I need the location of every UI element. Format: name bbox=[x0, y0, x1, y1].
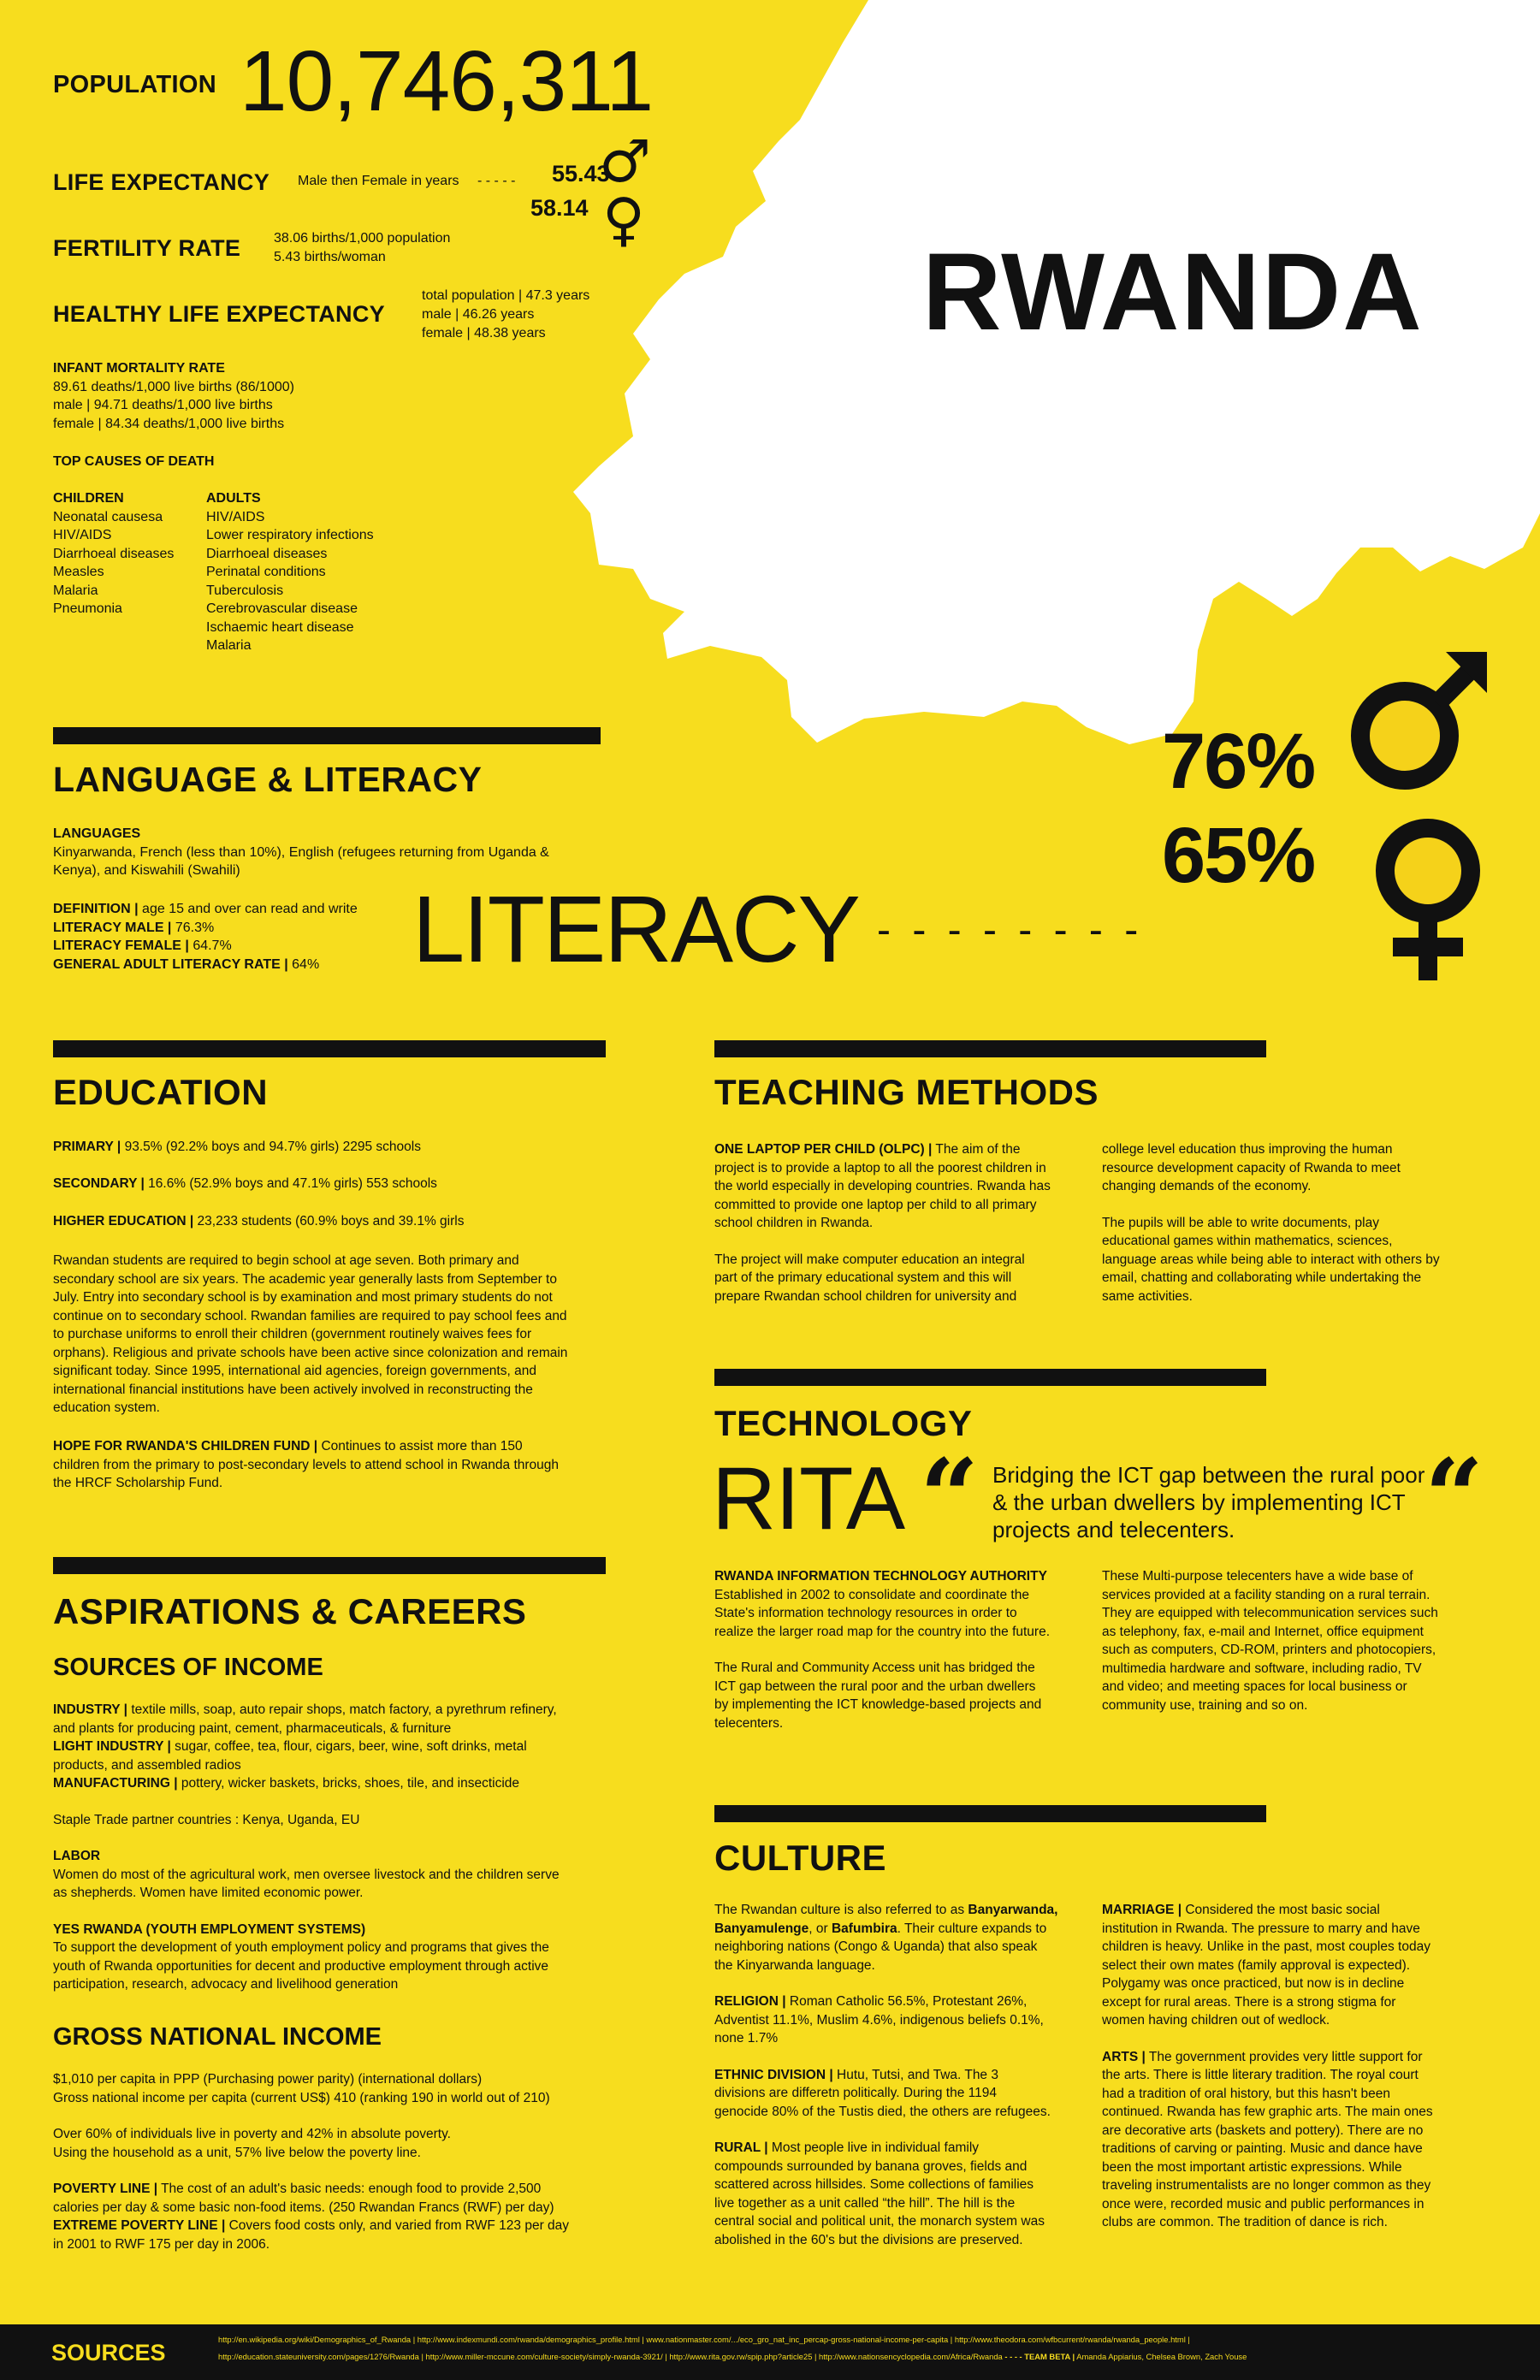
adult-cause: Diarrhoeal diseases bbox=[206, 546, 328, 561]
primary-label: PRIMARY | bbox=[53, 1140, 121, 1154]
healthy-line-3: female | 48.38 years bbox=[422, 326, 546, 340]
manufacturing-text: pottery, wicker baskets, bricks, shoes, tile, and insecticide bbox=[181, 1776, 520, 1791]
ethnic-line-1: Hutu, Tutsi, and Twa. The 3 bbox=[837, 2067, 998, 2082]
poverty-stat-2: Using the household as a unit, 57% live below the poverty line. bbox=[53, 2145, 421, 2160]
culture-intro-2d: . Their culture expands to bbox=[897, 1921, 1047, 1936]
sources-bar bbox=[0, 2324, 1540, 2380]
general-literacy-label: GENERAL ADULT LITERACY RATE | bbox=[53, 956, 288, 972]
secondary-text: 16.6% (52.9% boys and 47.1% girls) 553 schools bbox=[148, 1176, 437, 1191]
yes-line-3: participation, research, advocacy and livelihood generation bbox=[53, 1977, 399, 1992]
infant-line-3: female | 84.34 deaths/1,000 live births bbox=[53, 416, 285, 431]
poverty-stat-1: Over 60% of individuals live in poverty and 42% in absolute poverty. bbox=[53, 2127, 451, 2141]
tech-line: as telephony, fax, e-mail and Internet, office equipment bbox=[1102, 1624, 1424, 1639]
religion-line-1: Roman Catholic 56.5%, Protestant 26%, bbox=[789, 1994, 1028, 2009]
higher-text: 23,233 students (60.9% boys and 39.1% girls bbox=[197, 1214, 465, 1228]
olpc-label: ONE LAPTOP PER CHILD (OLPC) | bbox=[714, 1142, 933, 1157]
infant-title: INFANT MORTALITY RATE bbox=[53, 361, 225, 376]
yes-line-2: youth of Rwanda opportunities for decent and productive employment through active bbox=[53, 1958, 549, 1974]
para-line: international financial institutions have been actively involved in reconstructing the bbox=[53, 1382, 533, 1397]
marriage-line: women having children out of wedlock. bbox=[1102, 2013, 1330, 2028]
literacy-male-percent: 76% bbox=[1162, 718, 1315, 805]
adult-cause: HIV/AIDS bbox=[206, 509, 265, 524]
extreme-line-2: in 2001 to RWF 175 per day in 2006. bbox=[53, 2236, 270, 2252]
tech-line: services provided at a facility standing on a rural terrain. bbox=[1102, 1587, 1430, 1602]
literacy-male-label: LITERACY MALE | bbox=[53, 920, 172, 935]
map-outline-icon bbox=[573, 0, 1540, 744]
education-higher bbox=[53, 1212, 464, 1231]
labor-title: LABOR bbox=[53, 1849, 101, 1863]
adult-cause: Ischaemic heart disease bbox=[206, 619, 354, 635]
male-literacy-icon bbox=[1345, 648, 1490, 794]
quote-line: projects and telecenters. bbox=[992, 1517, 1235, 1542]
teaching-line: changing demands of the economy. bbox=[1102, 1179, 1312, 1193]
arts-line: once were, recorded music and public performances in bbox=[1102, 2196, 1424, 2211]
tech-line: by implementing the ICT knowledge-based projects and bbox=[714, 1697, 1042, 1712]
manufacturing-label: MANUFACTURING | bbox=[53, 1776, 178, 1791]
hope-fund bbox=[53, 1437, 559, 1493]
life-expectancy-label: LIFE EXPECTANCY bbox=[53, 169, 270, 195]
ethnic-line-3: genocide 80% of the Tustis died, the others are refugees. bbox=[714, 2104, 1051, 2119]
religion-label: RELIGION | bbox=[714, 1994, 786, 2009]
adult-cause: Perinatal conditions bbox=[206, 565, 326, 579]
aspirations-title: ASPIRATIONS & CAREERS bbox=[53, 1591, 527, 1631]
sources-label: SOURCES bbox=[51, 2340, 166, 2365]
quote-open-icon: “ bbox=[920, 1436, 980, 1557]
light-line-1: sugar, coffee, tea, flour, cigars, beer, wine, soft drinks, metal bbox=[175, 1739, 527, 1754]
quote-line: Bridging the ICT gap between the rural poor bbox=[992, 1462, 1425, 1488]
para-line: continue on to secondary school. Rwandan families are required to pay school fees and bbox=[53, 1308, 567, 1323]
aspirations-divider bbox=[53, 1557, 606, 1574]
languages-line-1: Kinyarwanda, French (less than 10%), English (refugees returning from Uganda & bbox=[53, 844, 549, 860]
light-label: LIGHT INDUSTRY | bbox=[53, 1739, 171, 1754]
definition-label: DEFINITION | bbox=[53, 902, 139, 916]
teaching-line: part of the primary educational system and this will bbox=[714, 1270, 1012, 1285]
authority-label: RWANDA INFORMATION TECHNOLOGY AUTHORITY bbox=[714, 1569, 1047, 1584]
children-cause: Neonatal causesa bbox=[53, 509, 163, 524]
children-cause: Malaria bbox=[53, 583, 98, 598]
culture-intro-2c: Bafumbira bbox=[831, 1921, 897, 1936]
arts-line: traveling instrumentalists are no longer common as they bbox=[1102, 2178, 1431, 2193]
teaching-line: resource development capacity of Rwanda to meet bbox=[1102, 1160, 1401, 1175]
infant-line-1: 89.61 deaths/1,000 live births (86/1000) bbox=[53, 379, 294, 394]
teaching-line: project is to provide a laptop to all the poorest children in bbox=[714, 1160, 1046, 1175]
rural-line: scattered across hillsides. Some collections of families bbox=[714, 2177, 1034, 2192]
technology-divider bbox=[714, 1369, 1266, 1386]
income-block bbox=[53, 1701, 626, 1994]
general-literacy-value: 64% bbox=[292, 956, 320, 972]
para-line: Rwandan students are required to begin school at age seven. Both primary and bbox=[53, 1253, 519, 1268]
literacy-male-value: 76.3% bbox=[175, 920, 215, 935]
arts-line: been the most important artistic expressions. While bbox=[1102, 2159, 1402, 2175]
para-line: July. Entry into secondary school is by examination and most primary students do not bbox=[53, 1290, 553, 1305]
education-primary bbox=[53, 1138, 421, 1157]
children-cause: Diarrhoeal diseases bbox=[53, 546, 175, 561]
tech-line: and video; and meeting spaces for local business or bbox=[1102, 1679, 1407, 1694]
staple-trade: Staple Trade partner countries : Kenya, Uganda, EU bbox=[53, 1812, 360, 1827]
rural-line: abolished in the 60's but the divisions are preserved. bbox=[714, 2232, 1023, 2247]
labor-line-2: as shepherds. Women have limited economic power. bbox=[53, 1886, 364, 1900]
adult-cause: Cerebrovascular disease bbox=[206, 601, 358, 616]
languages-line-2: Kenya), and Kiswahili (Swahili) bbox=[53, 863, 240, 878]
culture-intro-4: the Kinyarwanda language. bbox=[714, 1957, 875, 1973]
primary-text: 93.5% (92.2% boys and 94.7% girls) 2295 schools bbox=[124, 1140, 421, 1154]
rita-big-word: RITA bbox=[712, 1449, 905, 1548]
teaching-divider bbox=[714, 1040, 1266, 1057]
teaching-line: The pupils will be able to write documents, play bbox=[1102, 1215, 1379, 1230]
marriage-line: except for rural areas. There is a strong stigma for bbox=[1102, 1994, 1396, 2010]
rural-label: RURAL | bbox=[714, 2140, 768, 2155]
technology-quote bbox=[992, 1461, 1424, 1543]
gni-title: GROSS NATIONAL INCOME bbox=[53, 2023, 382, 2051]
children-causes bbox=[53, 489, 174, 619]
marriage-line: Considered the most basic social bbox=[1185, 1903, 1380, 1917]
industry-label: INDUSTRY | bbox=[53, 1702, 128, 1717]
literacy-stats bbox=[53, 900, 358, 974]
culture-divider bbox=[714, 1805, 1266, 1822]
rural-line: compounds surrounded by banana groves, fields and bbox=[714, 2158, 1028, 2174]
infant-line-2: male | 94.71 deaths/1,000 live births bbox=[53, 398, 273, 412]
tech-line: Established in 2002 to consolidate and coordinate the bbox=[714, 1587, 1029, 1602]
children-title: CHILDREN bbox=[53, 491, 124, 506]
adults-title: ADULTS bbox=[206, 491, 261, 506]
light-line-2: products, and assembled radios bbox=[53, 1757, 241, 1773]
arts-line: continued. Rwanda has few graphic arts. The main ones bbox=[1102, 2105, 1433, 2119]
language-divider bbox=[53, 727, 601, 744]
extreme-line-1: Covers food costs only, and varied from RWF 123 per day bbox=[228, 2218, 570, 2233]
teaching-line: The project will make computer education an integral bbox=[714, 1252, 1025, 1267]
industry-line-1: textile mills, soap, auto repair shops, match factory, a pyrethrum refinery, bbox=[131, 1702, 557, 1717]
teaching-line: The aim of the bbox=[935, 1142, 1021, 1157]
languages-block bbox=[53, 825, 549, 880]
culture-title: CULTURE bbox=[714, 1838, 887, 1878]
para-line: orphans). Religious and private schools have been active since colonization and remain bbox=[53, 1345, 568, 1360]
teaching-line: educational games within mathematics, sciences, bbox=[1102, 1234, 1393, 1248]
tech-line: ICT gap between the rural poor and the urban dwellers bbox=[714, 1678, 1036, 1694]
income-title: SOURCES OF INCOME bbox=[53, 1654, 323, 1681]
male-symbol-icon: ♂ bbox=[599, 128, 651, 196]
arts-line: had a tradition of oral history, but this hasn't been bbox=[1102, 2086, 1390, 2101]
industry-line-2: and plants for producing paint, cement, pharmaceuticals, & furniture bbox=[53, 1720, 452, 1736]
culture-intro-1b: Banyarwanda, bbox=[968, 1903, 1058, 1917]
team-label: - - - - TEAM BETA | bbox=[1004, 2352, 1075, 2361]
teaching-col-1 bbox=[714, 1140, 1082, 1305]
quote-line: & the urban dwellers by implementing ICT bbox=[992, 1489, 1406, 1515]
yes-title: YES RWANDA (YOUTH EMPLOYMENT SYSTEMS) bbox=[53, 1921, 366, 1937]
labor-line-1: Women do most of the agricultural work, men oversee livestock and the children serve bbox=[53, 1867, 560, 1882]
female-symbol-icon: ♀ bbox=[602, 186, 645, 254]
teaching-title: TEACHING METHODS bbox=[714, 1072, 1099, 1112]
arts-line: the arts. There is little literary tradition. The royal court bbox=[1102, 2068, 1419, 2082]
religion-line-2: Adventist 11.1%, Muslim 4.6%, indigenous beliefs 0.1%, bbox=[714, 2012, 1044, 2028]
culture-intro-2a: Banyamulenge bbox=[714, 1921, 809, 1936]
ethnic-line-2: divisions are differetn politically. During the 1194 bbox=[714, 2086, 997, 2100]
team-names: Amanda Appiarius, Chelsea Brown, Zach Youse bbox=[1076, 2352, 1247, 2361]
rural-line: Most people live in individual family bbox=[771, 2140, 980, 2155]
poverty-line-label: POVERTY LINE | bbox=[53, 2182, 158, 2196]
tech-line: realize the larger road map for the country into the future. bbox=[714, 1624, 1051, 1639]
tech-line: These Multi-purpose telecenters have a wide base of bbox=[1102, 1569, 1413, 1584]
marriage-line: Polygamy was once practiced, but now is in decline bbox=[1102, 1976, 1405, 1991]
poverty-line-1: The cost of an adult's basic needs: enough food to provide 2,500 bbox=[161, 2182, 542, 2196]
literacy-big-word: LITERACY bbox=[412, 877, 859, 982]
healthy-life-expectancy-label: HEALTHY LIFE EXPECTANCY bbox=[53, 301, 385, 327]
gni-line-2: Gross national income per capita (current US$) 410 (ranking 190 in world out of 210) bbox=[53, 2090, 550, 2105]
fertility-line-1: 38.06 births/1,000 population bbox=[274, 231, 451, 246]
definition-text: age 15 and over can read and write bbox=[142, 902, 358, 916]
life-expectancy-dashes: - - - - - bbox=[477, 174, 516, 188]
healthy-line-2: male | 46.26 years bbox=[422, 307, 535, 322]
gni-block bbox=[53, 2070, 626, 2253]
teaching-line: the world especially in developing countries. Rwanda has bbox=[714, 1179, 1051, 1193]
religion-line-3: none 1.7% bbox=[714, 2031, 779, 2045]
fertility-line-2: 5.43 births/woman bbox=[274, 250, 386, 264]
secondary-label: SECONDARY | bbox=[53, 1176, 145, 1191]
literacy-female-value: 64.7% bbox=[192, 938, 232, 953]
literacy-female-percent: 65% bbox=[1162, 812, 1315, 899]
para-line: significant today. Since 1995, international aid agencies, foreign governments, and bbox=[53, 1364, 536, 1378]
poverty-line-2: calories per day & some basic non-food items. (250 Rwandan Francs (RWF) per day) bbox=[53, 2199, 554, 2215]
technology-col-1 bbox=[714, 1567, 1091, 1732]
children-cause: Measles bbox=[53, 565, 104, 579]
arts-line: are decorative arts (baskets and pottery). There are no bbox=[1102, 2122, 1424, 2138]
sources-line-2 bbox=[218, 2352, 1247, 2361]
literacy-female-label: LITERACY FEMALE | bbox=[53, 938, 189, 953]
children-cause: HIV/AIDS bbox=[53, 528, 112, 542]
teaching-line: language areas while being able to interact with others by bbox=[1102, 1252, 1440, 1267]
marriage-line: institution in Rwanda. The pressure to marry and have bbox=[1102, 1921, 1420, 1936]
infant-mortality-block bbox=[53, 359, 294, 433]
hope-line-3: the HRCF Scholarship Fund. bbox=[53, 1476, 223, 1490]
teaching-line: college level education thus improving the human bbox=[1102, 1142, 1393, 1157]
adults-causes bbox=[206, 489, 374, 655]
hope-label: HOPE FOR RWANDA'S CHILDREN FUND | bbox=[53, 1439, 318, 1453]
rural-line: live together as a unit called “the hill”. The hill is the bbox=[714, 2195, 1016, 2211]
tech-line: multimedia hardware and software, including radio, TV bbox=[1102, 1661, 1422, 1676]
culture-intro-2b: , or bbox=[808, 1921, 832, 1936]
teaching-line: prepare Rwandan school children for university and bbox=[714, 1288, 1017, 1304]
gni-line-1: $1,010 per capita in PPP (Purchasing power parity) (international dollars) bbox=[53, 2072, 483, 2087]
quote-close-icon: “ bbox=[1424, 1436, 1484, 1557]
tech-line: The Rural and Community Access unit has bridged the bbox=[714, 1661, 1035, 1675]
teaching-line: committed to provide one laptop per child to all primary bbox=[714, 1197, 1037, 1212]
education-secondary bbox=[53, 1175, 437, 1193]
children-cause: Pneumonia bbox=[53, 601, 122, 616]
language-title: LANGUAGE & LITERACY bbox=[53, 760, 483, 799]
culture-intro-1a: The Rwandan culture is also referred to as bbox=[714, 1903, 968, 1917]
adult-cause: Lower respiratory infections bbox=[206, 528, 374, 542]
tech-line: They are equipped with telecommunication services such bbox=[1102, 1606, 1438, 1620]
population-value: 10,746,311 bbox=[240, 33, 654, 129]
culture-intro-3: neighboring nations (Congo & Uganda) that also speak bbox=[714, 1939, 1038, 1954]
adult-cause: Malaria bbox=[206, 638, 252, 653]
arts-line: clubs are common. The tradition of dance is rich. bbox=[1102, 2215, 1388, 2229]
causes-title: TOP CAUSES OF DEATH bbox=[53, 454, 215, 469]
female-literacy-icon bbox=[1372, 818, 1484, 989]
literacy-dashes: - - - - - - - - bbox=[877, 908, 1144, 953]
arts-line: traditions of carving or painting. Music and dance have bbox=[1102, 2141, 1423, 2156]
rural-line: central social and political unit, the monarch system was bbox=[714, 2214, 1045, 2229]
marriage-line: children is heavy. Unlike in the past, most couples today bbox=[1102, 1939, 1430, 1954]
life-expectancy-female: 58.14 bbox=[530, 195, 589, 221]
education-title: EDUCATION bbox=[53, 1072, 269, 1112]
sources-line-2-links: http://education.stateuniversity.com/pages/1276/Rwanda | http://www.miller-mccune.com/culture-society/simply-rwanda-3921/ | http://www.rita.gov.rw/spip.php?article25 | http://www.nationsencyclopedia.com/Africa/Rwanda bbox=[218, 2352, 1003, 2361]
marriage-line: select their own mates (family approval is expected). bbox=[1102, 1957, 1411, 1973]
para-line: to purchase uniforms to enroll their children (government routinely waives fees for bbox=[53, 1327, 532, 1341]
para-line: education system. bbox=[53, 1400, 160, 1415]
ethnic-label: ETHNIC DIVISION | bbox=[714, 2067, 833, 2082]
hope-line-1: Continues to assist more than 150 bbox=[321, 1439, 523, 1453]
fertility-rate-label: FERTILITY RATE bbox=[53, 235, 241, 261]
life-expectancy-note: Male then Female in years bbox=[298, 174, 459, 188]
healthy-line-1: total population | 47.3 years bbox=[422, 288, 590, 303]
sources-line-1: http://en.wikipedia.org/wiki/Demographics_of_Rwanda | http://www.indexmundi.com/rwanda/demographics_profile.html | www.nationmaster.com/.../eco_gro_nat_inc_percap-gross-national-income-per-capita | http://www.theodora.com/wfbcurrent/rwanda/rwanda_people.html | bbox=[218, 2335, 1190, 2344]
para-line: secondary school are six years. The academic year generally lasts from September to bbox=[53, 1271, 557, 1287]
tech-line: telecenters. bbox=[714, 1715, 784, 1731]
tech-line: such as computers, CD-ROM, printers and photocopiers, bbox=[1102, 1643, 1436, 1657]
population-label: POPULATION bbox=[53, 71, 216, 98]
technology-title: TECHNOLOGY bbox=[714, 1403, 973, 1443]
tech-line: community use, training and so on. bbox=[1102, 1697, 1308, 1713]
life-expectancy-male: 55.43 bbox=[552, 161, 610, 186]
yes-line-1: To support the development of youth employment policy and programs that gives the bbox=[53, 1940, 549, 1955]
tech-line: State's information technology resources in order to bbox=[714, 1606, 1017, 1620]
teaching-col-2 bbox=[1102, 1140, 1504, 1305]
culture-col-1 bbox=[714, 1901, 1091, 2249]
adult-cause: Tuberculosis bbox=[206, 583, 284, 598]
higher-label: HIGHER EDUCATION | bbox=[53, 1214, 194, 1228]
country-title: RWANDA bbox=[922, 231, 1424, 353]
teaching-line: email, chatting and collaborating while undertaking the bbox=[1102, 1270, 1422, 1285]
hope-line-2: children from the primary to post-secondary levels to attend school in Rwanda through bbox=[53, 1457, 560, 1472]
extreme-poverty-label: EXTREME POVERTY LINE | bbox=[53, 2218, 226, 2233]
teaching-line: same activities. bbox=[1102, 1288, 1193, 1304]
marriage-label: MARRIAGE | bbox=[1102, 1903, 1182, 1917]
education-divider bbox=[53, 1040, 606, 1057]
teaching-line: school children in Rwanda. bbox=[714, 1216, 874, 1230]
arts-line: The government provides very little support for bbox=[1148, 2049, 1423, 2064]
languages-title: LANGUAGES bbox=[53, 826, 141, 841]
culture-col-2 bbox=[1102, 1901, 1504, 2232]
education-paragraph bbox=[53, 1252, 567, 1418]
arts-label: ARTS | bbox=[1102, 2049, 1146, 2064]
technology-col-2 bbox=[1102, 1567, 1504, 1714]
